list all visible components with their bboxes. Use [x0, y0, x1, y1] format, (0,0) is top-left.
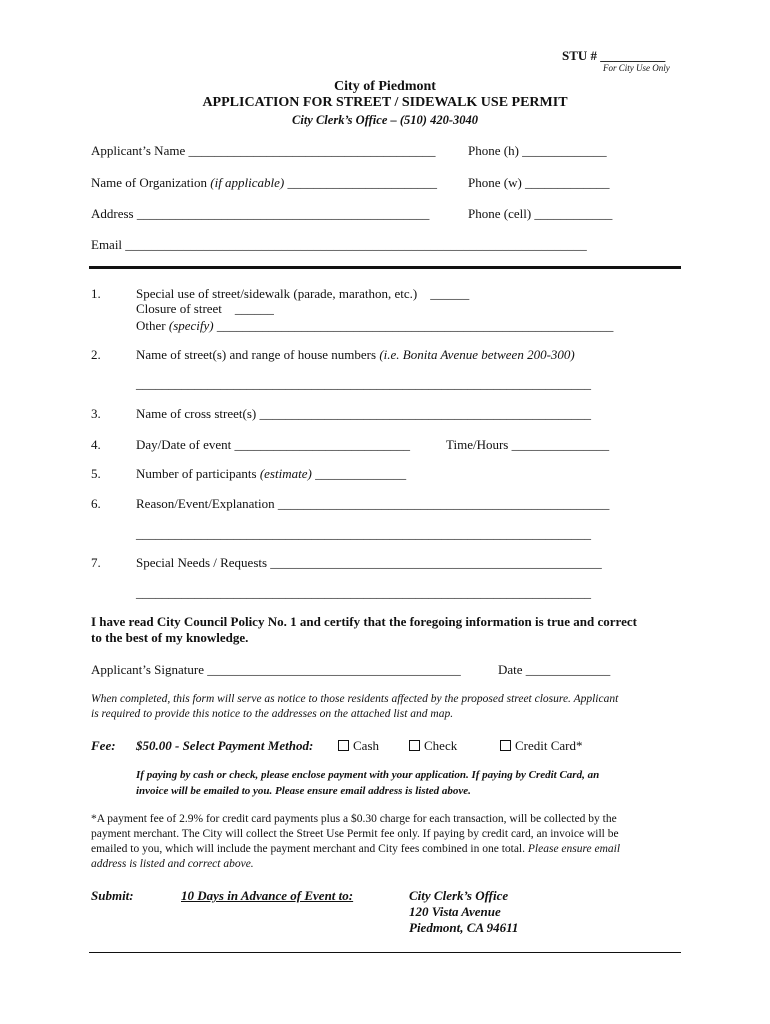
signature-field[interactable]: Applicant’s Signature _______________________________________ — [91, 662, 461, 677]
street-range-text: Name of street(s) and range of house numbers — [136, 347, 377, 362]
submit-address-line-3: Piedmont, CA 94611 — [409, 920, 519, 935]
other-specify-field[interactable] — [136, 318, 613, 334]
special-needs-field[interactable]: Special Needs / Requests ___________________________________________________ — [136, 555, 602, 570]
special-needs-line-2[interactable]: ______________________________________________________________________ — [136, 585, 591, 600]
participants-field[interactable] — [136, 466, 406, 482]
footnote-line-1: *A payment fee of 2.9% for credit card payments plus a $0.30 charge for each transaction, will be collected by the — [91, 813, 617, 825]
payment-note-line-1: If paying by cash or check, please enclose payment with your application. If paying by Credit Card, an — [136, 769, 600, 781]
phone-work-field[interactable]: Phone (w) _____________ — [468, 175, 610, 190]
credit-card-checkbox[interactable] — [500, 740, 511, 751]
phone-cell-field[interactable]: Phone (cell) ____________ — [468, 206, 613, 221]
address-field[interactable]: Address _____________________________________________ — [91, 206, 430, 221]
closure-line[interactable]: ______ — [234, 301, 274, 316]
organization-label: Name of Organization — [91, 175, 207, 190]
certification-line-2: to the best of my knowledge. — [91, 630, 249, 645]
item-number-4: 4. — [91, 437, 101, 452]
item-number-2: 2. — [91, 347, 101, 362]
other-line[interactable]: _____________________________________________________________ — [216, 318, 614, 333]
event-date-field[interactable]: Day/Date of event ___________________________ — [136, 437, 411, 452]
cash-checkbox[interactable] — [338, 740, 349, 751]
event-time-field[interactable]: Time/Hours _______________ — [446, 437, 610, 452]
item-number-7: 7. — [91, 555, 101, 570]
street-range-label — [136, 347, 575, 363]
footnote-line-3-italic: Please ensure email — [527, 843, 621, 855]
fee-amount — [136, 738, 313, 754]
submit-address-line-2: 120 Vista Avenue — [409, 904, 501, 919]
special-use-line[interactable]: ______ — [430, 286, 470, 301]
applicant-name-line[interactable]: ___________________________________ — [207, 143, 436, 158]
participants-note: (estimate) — [259, 466, 312, 481]
check-label: Check — [424, 738, 458, 753]
street-range-line[interactable]: ______________________________________________________________________ — [136, 376, 591, 391]
item-number-5: 5. — [91, 466, 101, 481]
payment-note-line-2: invoice will be emailed to you. Please ensure email address is listed above. — [136, 785, 471, 797]
applicant-name-field[interactable] — [91, 143, 435, 159]
section-divider — [89, 266, 681, 269]
reason-field[interactable]: Reason/Event/Explanation ___________________________________________________ — [136, 496, 610, 511]
closure-of-street-option[interactable] — [136, 301, 274, 317]
form-title: APPLICATION FOR STREET / SIDEWALK USE PERMIT — [202, 95, 568, 110]
item-number-3: 3. — [91, 406, 101, 421]
special-use-label: Special use of street/sidewalk (parade, marathon, etc.) — [136, 286, 418, 301]
footnote-line-2: payment merchant. The City will collect the Street Use Permit fee only. If paying by credit card, an invoice will be — [91, 828, 619, 840]
footnote-line-3 — [91, 843, 620, 855]
certification-line-1: I have read City Council Policy No. 1 and certify that the foregoing information is true and correct — [91, 614, 637, 629]
closure-label: Closure of street — [136, 301, 222, 316]
cross-street-field[interactable]: Name of cross street(s) ___________________________________________________ — [136, 406, 591, 421]
organization-field[interactable] — [91, 175, 437, 191]
footnote-line-3-text: emailed to you, which will include the payment merchant and City fees combined in one total. — [91, 843, 526, 855]
stu-number-field[interactable]: STU # __________ — [562, 48, 666, 63]
applicant-name-label: Applicant’s Name ___ — [91, 143, 208, 158]
item-number-6: 6. — [91, 496, 101, 511]
bottom-divider — [89, 952, 681, 953]
phone-home-field[interactable]: Phone (h) _____________ — [468, 143, 607, 158]
office-contact: City Clerk’s Office – (510) 420-3040 — [292, 113, 478, 127]
cash-label: Cash — [353, 738, 379, 753]
footnote-line-4: address is listed and correct above. — [91, 858, 254, 870]
credit-card-option[interactable] — [500, 738, 583, 754]
signature-date-field[interactable]: Date _____________ — [498, 662, 611, 677]
fee-label: Fee: — [91, 738, 116, 753]
credit-card-label: Credit Card* — [515, 738, 583, 753]
other-note: (specify) — [168, 318, 214, 333]
submit-label: Submit: — [91, 888, 134, 903]
email-field[interactable]: Email _______________________________________________________________________ — [91, 237, 587, 252]
check-option[interactable] — [409, 738, 457, 754]
item-number-1: 1. — [91, 286, 101, 301]
special-use-option[interactable] — [136, 286, 469, 302]
cash-option[interactable] — [338, 738, 379, 754]
for-city-use-note: For City Use Only — [603, 63, 670, 73]
submit-address-line-1: City Clerk’s Office — [409, 888, 509, 903]
participants-label: Number of participants — [136, 466, 257, 481]
reason-line-2[interactable]: ______________________________________________________________________ — [136, 526, 591, 541]
other-label: Other — [136, 318, 166, 333]
fee-amount-text: $50.00 - Select Payment Method: — [136, 738, 314, 753]
organization-line[interactable]: _______________________ — [287, 175, 438, 190]
notice-line-2: is required to provide this notice to the addresses on the attached list and map. — [91, 708, 454, 720]
participants-line[interactable]: ______________ — [315, 466, 407, 481]
submit-deadline: 10 Days in Advance of Event to: — [181, 888, 354, 903]
notice-line-1: When completed, this form will serve as notice to those residents affected by the proposed street closure. Applicant — [91, 693, 619, 705]
organization-note: (if applicable) — [210, 175, 285, 190]
street-range-example: (i.e. Bonita Avenue between 200-300) — [379, 347, 575, 362]
check-checkbox[interactable] — [409, 740, 420, 751]
city-name: City of Piedmont — [334, 79, 436, 94]
